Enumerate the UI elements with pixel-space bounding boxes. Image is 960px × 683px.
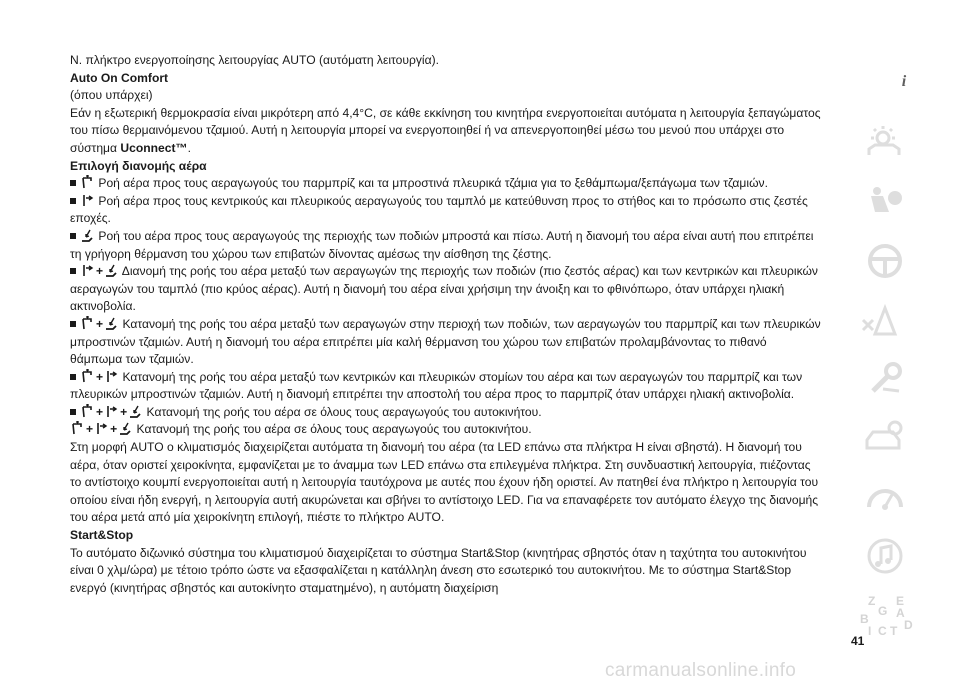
specs-gauge-icon [855, 477, 915, 517]
svg-text:C: C [878, 624, 887, 637]
svg-text:T: T [890, 624, 898, 637]
distribution-heading: Επιλογή διανομής αέρα [70, 158, 207, 173]
tab-multimedia[interactable] [829, 529, 941, 583]
auto-on-paragraph [70, 105, 822, 158]
bullet-square [70, 198, 76, 204]
plus-sign: + [96, 369, 104, 384]
plus-sign: + [96, 316, 104, 331]
windshield-vent-icon [80, 404, 94, 418]
tab-driving[interactable] [829, 234, 941, 288]
feet-vent-icon [80, 228, 94, 242]
windshield-vent-icon [80, 175, 94, 189]
tab-safety[interactable] [829, 175, 941, 229]
tab-index[interactable] [829, 588, 941, 642]
distribution-item-text: Κατανομή της ροής του αέρα σε όλους τους αεραγωγούς του αυτοκινήτου. [146, 404, 542, 419]
manual-content [70, 52, 822, 597]
startstop-heading: Start&Stop [70, 528, 134, 543]
windshield-vent-icon [80, 369, 94, 383]
svg-text:I: I [868, 624, 872, 637]
tab-specs[interactable] [829, 470, 941, 524]
auto-on-subheading: (όπου υπάρχει) [70, 88, 153, 103]
index-letters-icon [850, 593, 920, 637]
feet-vent-icon [104, 263, 118, 277]
face-vent-icon [80, 263, 94, 277]
tab-maintenance[interactable] [829, 352, 941, 406]
svg-text:G: G [878, 604, 888, 618]
svg-text:Z: Z [868, 594, 876, 608]
tab-emergency[interactable] [829, 293, 941, 347]
distribution-item [70, 175, 822, 193]
face-vent-icon [80, 193, 94, 207]
auto-on-text: Εάν η εξωτερική θερμοκρασία είναι μικρότερη από 4,4°C, σε κάθε εκκίνηση του κινητήρα ενεργοποιείται αυτόματα η λειτουργία ξεπαγώματος του πίσω θερμαινόμενου τζαμιού. Αυτή η λειτουργία μπορεί να ενεργοποιηθεί ή να απενεργοποιηθεί μέσω του μενού που υπάρχει στο σύστημα [70, 105, 821, 155]
windshield-vent-icon [80, 316, 94, 330]
wrench-icon [855, 359, 915, 399]
distribution-item [70, 316, 822, 369]
climate-sun-icon [855, 123, 915, 163]
face-vent-icon [104, 369, 118, 383]
bullet-square [70, 409, 76, 415]
startstop-paragraph: Το αυτόματο διζωνικό σύστημα του κλιματισμού διαχειρίζεται το σύστημα Start&Stop (κινητήρας σβηστός όταν η ταχύτητα του αυτοκινήτου είναι 0 χλμ/ώρα) με τέτοιο τρόπο ώστε να εξασφαλίζεται η κατάλληλη άνεση στο εσωτερικό του αυτοκινήτου. Με το σύστημα Start&Stop ενεργό (κινητήρας σβηστός και αυτοκίνητο σταματημένο), η αυτόματη διαχείριση [70, 545, 807, 595]
svg-text:i: i [901, 73, 907, 90]
plus-sign: + [96, 404, 104, 419]
intro-line: Ν. πλήκτρο ενεργοποίησης λειτουργίας AUTO (αυτόματη λειτουργία). [70, 53, 439, 67]
repeat-icons [70, 422, 133, 436]
feet-vent-icon [118, 421, 132, 435]
all-vents-line [70, 421, 822, 439]
distribution-item-text: Ροή αέρα προς τους αεραγωγούς του παρμπρίζ και τα μπροστινά πλευρικά τζάμια για το ξεθάμπωμα/ξεπάγωμα των τζαμιών. [98, 176, 768, 191]
distribution-item-text: Ροή του αέρα προς τους αεραγωγούς της περιοχής των ποδιών μπροστά και πίσω. Αυτή η διανομή του αέρα είναι αυτή που επιτρέπει τη γρήγορη θέρμανση του χώρου των επιβατών δίνοντας αμέσως την αίσθηση της ζέστης. [70, 228, 814, 261]
svg-text:D: D [904, 618, 913, 632]
airbag-icon [855, 182, 915, 222]
auto-on-end: . [187, 140, 191, 155]
auto-mode-paragraph: Στη μορφή AUTO ο κλιματισμός διαχειρίζεται αυτόματα τη διανομή του αέρα (τα LED επάνω στα πλήκτρα Η είναι σβηστά). Η διανομή του αέρα, όταν οριστεί χειροκίνητα, εμφανίζεται με το άναμμα των LED επάνω στα επιλεγμένα πλήκτρα. Στη συνδυαστική λειτουργία, πιέζοντας το αντίστοιχο κουμπί ενεργοποιείται αυτή η λειτουργία ταυτόχρονα με αυτές που έχουν ήδη οριστεί. Αν πατηθεί ένα πλήκτρο η λειτουργία του οποίου είναι ήδη ενεργή, η λειτουργία αυτή ακυρώνεται και σβήνει το αντίστοιχο LED. Για να επαναφέρετε τον αυτόματο έλεγχο της διανομής του αέρα μετά από μία χειροκίνητη επιλογή, πιέστε το πλήκτρο AUTO. [70, 440, 819, 525]
svg-text:A: A [896, 606, 905, 620]
page-number: 41 [851, 634, 865, 648]
multimedia-note-icon [855, 536, 915, 576]
warning-triangle-icon [855, 300, 915, 340]
bullet-square [70, 180, 76, 186]
plus-sign: + [110, 422, 118, 437]
bullet-square [70, 233, 76, 239]
distribution-item-text: Κατανομή της ροής του αέρα μεταξύ των κεντρικών και πλευρικών στομίων του αέρα και των αεραγωγών του παρμπρίζ και των πλευρικών μπροστινών τζαμιών. Αυτή η διανομή επιτρέπει την αποστολή του αέρα προς το παρμπρίζ όταν υπάρχει ηλιακή ακτινοβολία. [70, 369, 803, 402]
plus-sign: + [86, 422, 94, 437]
uconnect-brand: Uconnect™ [120, 140, 188, 155]
auto-on-heading: Auto On Comfort [70, 70, 169, 85]
tab-climate[interactable] [829, 116, 941, 170]
distribution-item-text: Διανομή της ροής του αέρα μεταξύ των αεραγωγών της περιοχής των ποδιών (πιο ζεστός αέρας) και των κεντρικών και πλευρικών αεραγωγών του ταμπλό (πιο κρύος αέρας). Αυτή η διανομή του αέρα είναι χρήσιμη την άνοιξη και το φθινόπωρο, όταν υπάρχει ηλιακή ακτινοβολία. [70, 264, 818, 314]
distribution-item-text: Ροή αέρα προς τους κεντρικούς και πλευρικούς αεραγωγούς του ταμπλό με κατεύθυνση προς το στήθος και το πρόσωπο στις ζεστές εποχές. [70, 193, 808, 226]
feet-vent-icon [128, 404, 142, 418]
face-vent-icon [94, 421, 108, 435]
distribution-item [70, 404, 822, 422]
plus-sign: + [96, 264, 104, 279]
tab-car-info[interactable] [829, 57, 941, 111]
tab-service[interactable] [829, 411, 941, 465]
bullet-square [70, 374, 76, 380]
distribution-item-text: Κατανομή της ροής του αέρα μεταξύ των αεραγωγών στην περιοχή των ποδιών, των αεραγωγών του παρμπρίζ και των πλευρικών μπροστινών τζαμιών. Αυτή η διανομή του αέρα επιτρέπει μία καλή θέρμανση του χώρου των επιβατών προλαμβάνοντας το πιθανό θάμπωμα των τζαμιών. [70, 316, 821, 367]
svg-text:B: B [860, 612, 869, 626]
windshield-vent-icon [70, 421, 84, 435]
bullet-square [70, 321, 76, 327]
repeat-line-text: Κατανομή της ροής του αέρα σε όλους τους αεραγωγούς του αυτοκινήτου. [136, 422, 532, 437]
plus-sign: + [120, 404, 128, 419]
distribution-item [70, 263, 822, 316]
svg-text:E: E [896, 594, 905, 608]
watermark: carmanualsonline.info [605, 660, 797, 681]
car-info-icon [850, 64, 920, 104]
feet-vent-icon [104, 316, 118, 330]
steering-wheel-icon [855, 241, 915, 281]
distribution-list [70, 175, 822, 421]
bullet-square [70, 268, 76, 274]
distribution-item [70, 228, 822, 263]
chapter-sidebar [829, 57, 941, 647]
distribution-item [70, 369, 822, 404]
face-vent-icon [104, 404, 118, 418]
maintenance-car-icon [855, 418, 915, 458]
distribution-item [70, 193, 822, 228]
